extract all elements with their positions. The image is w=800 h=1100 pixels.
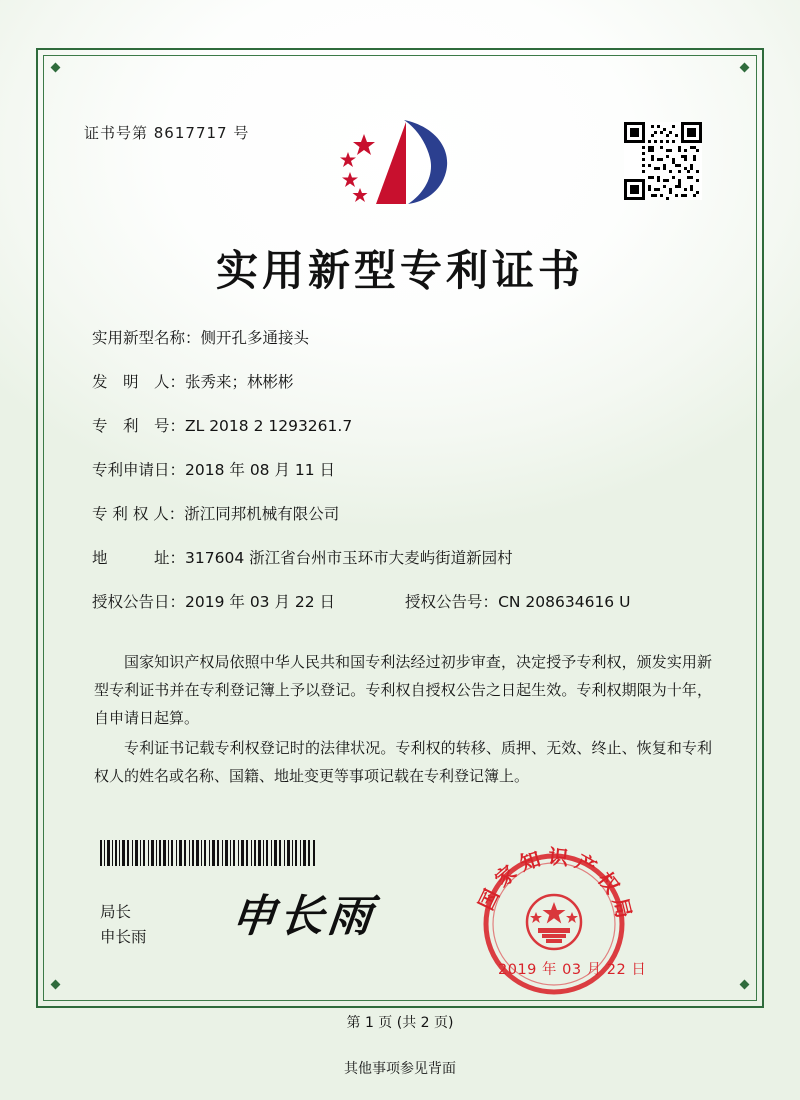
field-row-patent-number xyxy=(92,414,712,436)
handwritten-signature: 申长雨 xyxy=(228,891,379,942)
cnipa-logo-icon xyxy=(330,112,460,212)
seal-date: 2019 年 03 月 22 日 xyxy=(498,962,647,978)
grant-number-label: 授权公告号： xyxy=(405,593,499,611)
field-value: 侧开孔多通接头 xyxy=(200,329,310,347)
page-indicator: 第 1 页 (共 2 页) xyxy=(346,1015,454,1031)
certificate-number: 证书号第 8617717 号 xyxy=(84,124,250,142)
field-row-patentee xyxy=(92,502,712,524)
field-row-application-date xyxy=(92,458,712,480)
field-label: 专 利 权 人： xyxy=(92,505,185,523)
field-row-address xyxy=(92,546,712,568)
field-label: 发 明 人： xyxy=(92,373,186,391)
director-title-label: 局长 xyxy=(100,903,132,921)
field-row-inventor xyxy=(92,370,712,392)
field-row-grant xyxy=(92,590,712,612)
field-label: 专 利 号： xyxy=(92,417,186,435)
corner-ornament-top-left xyxy=(36,48,62,74)
body-paragraph-1: 国家知识产权局依照中华人民共和国专利法经过初步审查，决定授予专利权，颁发实用新型专利证书并在专利登记簿上予以登记。专利权自授权公告之日起生效。专利权期限为十年，自申请日起算。 xyxy=(94,653,712,727)
field-value: 浙江同邦机械有限公司 xyxy=(184,505,340,523)
field-value: 张秀来；林彬彬 xyxy=(185,373,294,391)
field-label: 实用新型名称： xyxy=(92,329,201,347)
director-name-label: 申长雨 xyxy=(100,928,147,946)
qr-code xyxy=(624,122,702,200)
field-label: 专利申请日： xyxy=(92,461,186,479)
field-value: 2018 年 08 月 11 日 xyxy=(185,461,336,479)
page-title: 实用新型专利证书 xyxy=(215,246,584,295)
body-text xyxy=(94,648,712,792)
field-value: ZL 2018 2 1293261.7 xyxy=(185,417,353,435)
field-row-patent-name xyxy=(92,326,712,348)
barcode xyxy=(100,840,315,866)
body-paragraph-2: 专利证书记载专利权登记时的法律状况。专利权的转移、质押、无效、终止、恢复和专利权人的姓名或名称、国籍、地址变更等事项记载在专利登记簿上。 xyxy=(94,739,712,785)
official-seal xyxy=(466,836,642,1012)
certificate-fields xyxy=(92,326,712,634)
signature-block xyxy=(100,900,147,950)
svg-text:国家知识产权局: 国家知识产权局 xyxy=(473,844,638,927)
grant-date-label: 授权公告日： xyxy=(92,593,186,611)
field-label: 地 址： xyxy=(92,549,186,567)
field-value: 317604 浙江省台州市玉环市大麦屿街道新园村 xyxy=(185,549,513,567)
grant-date-value: 2019 年 03 月 22 日 xyxy=(185,593,336,611)
grant-number-value: CN 208634616 U xyxy=(498,593,631,611)
footer-note: 其他事项参见背面 xyxy=(344,1061,456,1077)
